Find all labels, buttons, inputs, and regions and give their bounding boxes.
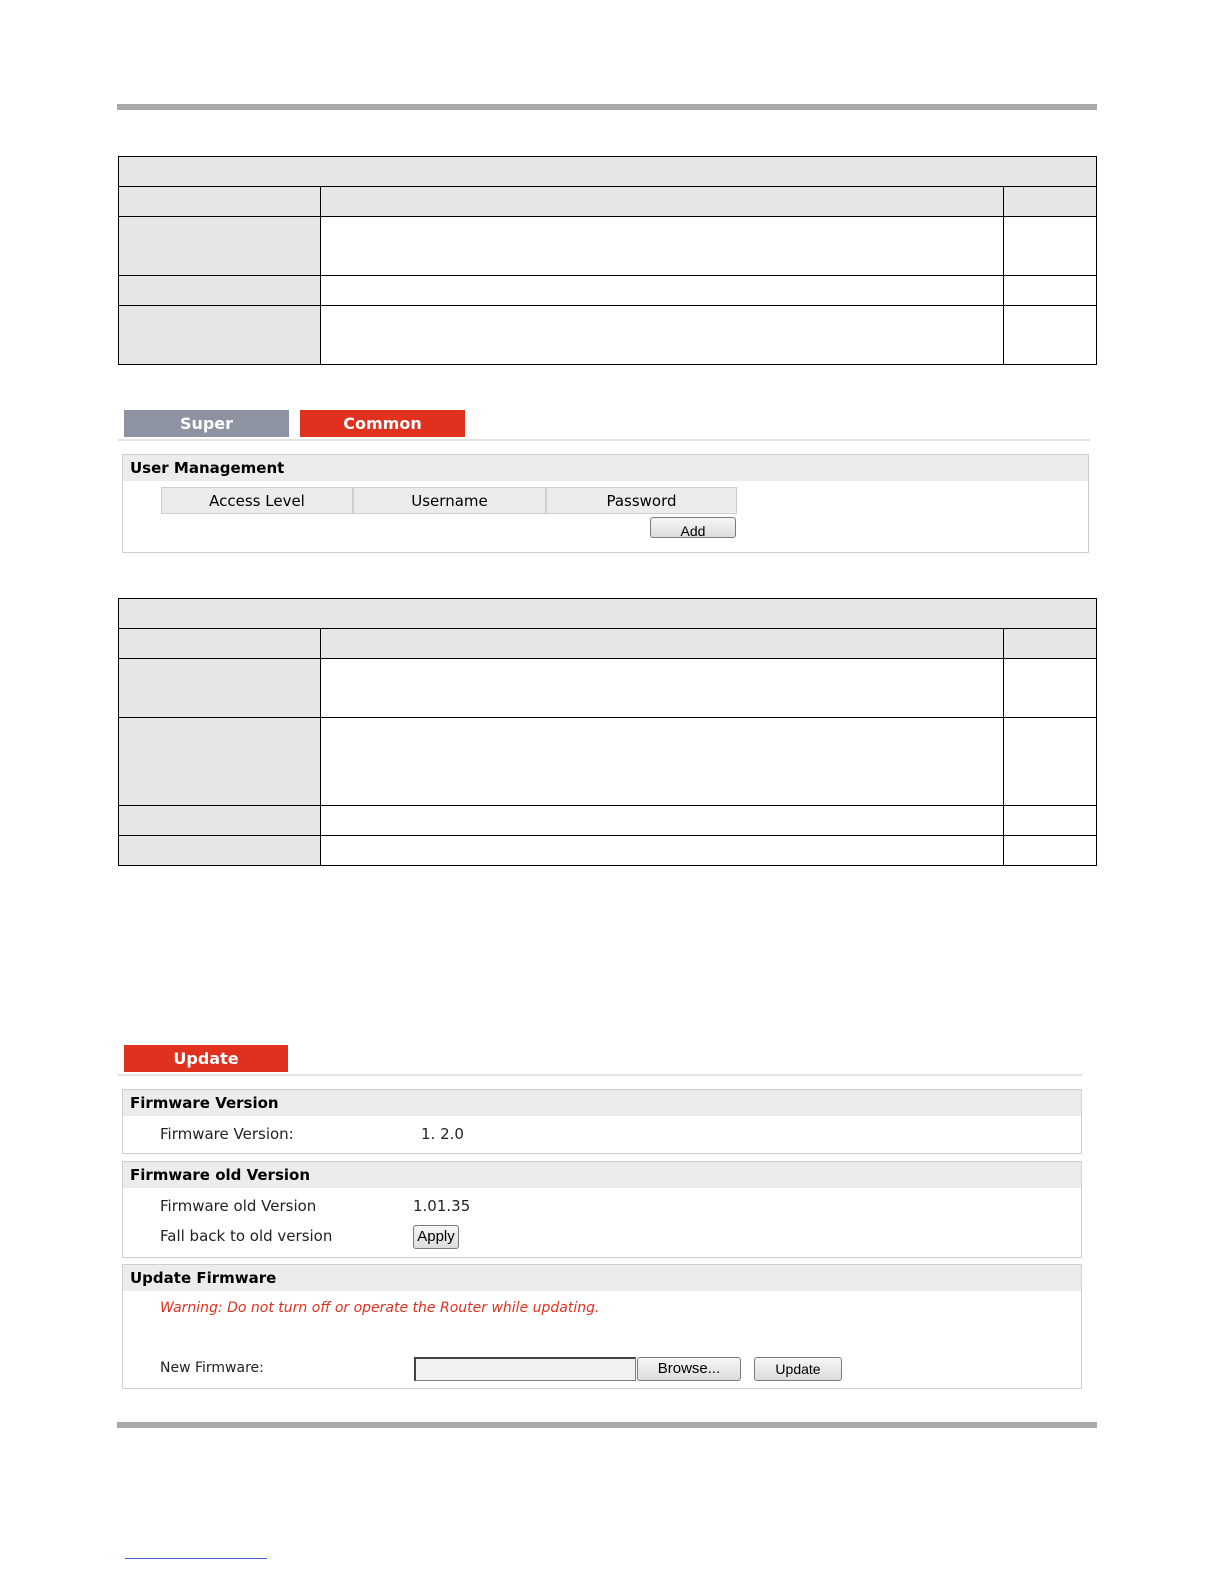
tab-super[interactable]: Super	[124, 410, 289, 437]
table-cell	[1004, 217, 1097, 276]
firmware-old-version-value: 1.01.35	[413, 1197, 471, 1215]
table-cell	[1004, 659, 1097, 718]
parameter-table-2	[118, 598, 1097, 866]
table-header-cell	[119, 187, 321, 217]
table-row	[119, 276, 1097, 306]
tab-divider	[118, 439, 1090, 441]
table-cell	[1004, 306, 1097, 365]
table-cell	[321, 306, 1004, 365]
table-cell	[321, 276, 1004, 306]
table-cell	[119, 718, 321, 806]
tab-common[interactable]: Common	[300, 410, 465, 437]
table-header-cell	[1004, 187, 1097, 217]
add-button[interactable]: Add	[650, 517, 736, 538]
table-cell	[321, 806, 1004, 836]
table-cell	[1004, 718, 1097, 806]
new-firmware-label: New Firmware:	[160, 1360, 264, 1376]
table-row	[119, 217, 1097, 276]
table-cell	[321, 217, 1004, 276]
table-header-cell	[1004, 629, 1097, 659]
table-header-cell	[119, 629, 321, 659]
table-row	[119, 718, 1097, 806]
bottom-rule	[117, 1422, 1097, 1428]
firmware-old-version-label: Firmware old Version	[160, 1197, 317, 1215]
panel-title: Firmware old Version	[123, 1162, 1081, 1188]
table-cell	[321, 836, 1004, 866]
table-row	[119, 306, 1097, 365]
table-row	[119, 836, 1097, 866]
table-title-row	[119, 599, 1097, 629]
table-cell	[119, 276, 321, 306]
column-access-level: Access Level	[161, 487, 353, 514]
tab-divider	[118, 1074, 1082, 1076]
table-cell	[1004, 836, 1097, 866]
top-rule	[117, 104, 1097, 110]
table-cell	[119, 806, 321, 836]
update-button[interactable]: Update	[754, 1357, 842, 1381]
table-header-cell	[321, 187, 1004, 217]
table-row	[119, 806, 1097, 836]
table-cell	[321, 718, 1004, 806]
table-row	[119, 659, 1097, 718]
table-cell	[119, 659, 321, 718]
table-title-row	[119, 157, 1097, 187]
fallback-label: Fall back to old version	[160, 1227, 333, 1245]
table-cell	[119, 836, 321, 866]
firmware-version-panel	[122, 1089, 1082, 1154]
firmware-version-value: 1. 2.0	[421, 1125, 464, 1143]
table-cell	[1004, 276, 1097, 306]
table-cell	[321, 659, 1004, 718]
firmware-file-input[interactable]	[414, 1357, 636, 1381]
panel-title: Update Firmware	[123, 1265, 1081, 1291]
parameter-table-1	[118, 156, 1097, 365]
browse-button[interactable]: Browse...	[637, 1357, 741, 1381]
tab-update[interactable]: Update	[124, 1045, 288, 1072]
apply-button[interactable]: Apply	[413, 1225, 459, 1249]
table-cell	[119, 306, 321, 365]
panel-title: Firmware Version	[123, 1090, 1081, 1116]
table-cell	[119, 217, 321, 276]
table-cell	[1004, 806, 1097, 836]
column-password: Password	[546, 487, 737, 514]
column-username: Username	[353, 487, 546, 514]
firmware-version-label: Firmware Version:	[160, 1125, 294, 1143]
panel-title: User Management	[123, 455, 1088, 481]
update-warning: Warning: Do not turn off or operate the Router while updating.	[160, 1300, 600, 1316]
table-header-cell	[321, 629, 1004, 659]
footer-link-underline	[125, 1558, 267, 1559]
